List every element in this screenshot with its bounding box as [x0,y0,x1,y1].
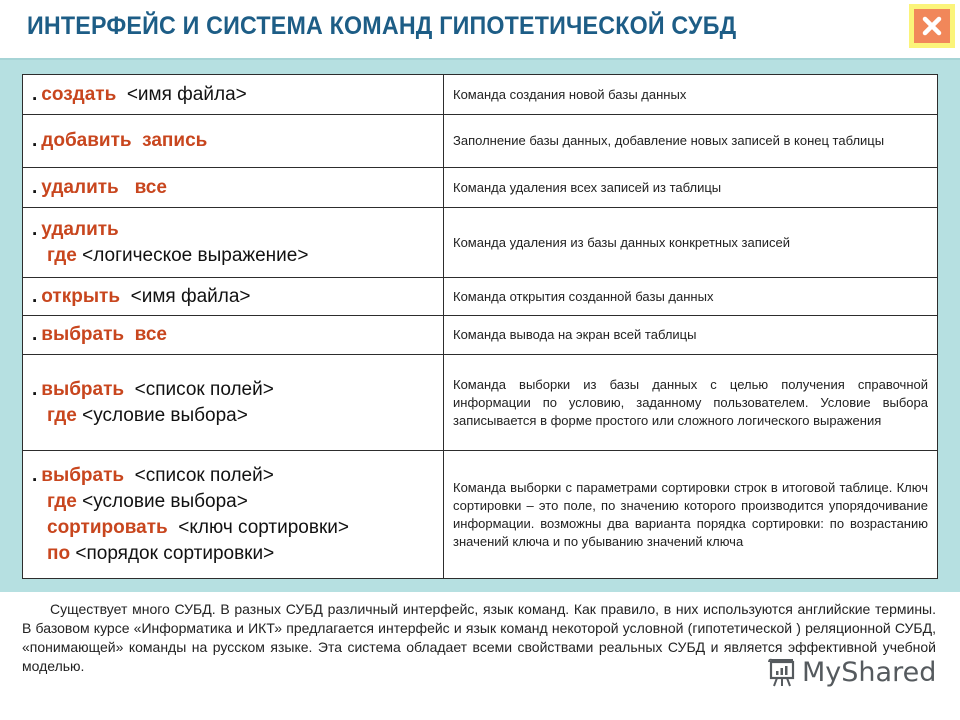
command-keyword: где [47,244,77,266]
page-title: ИНТЕРФЕЙС И СИСТЕМА КОМАНД ГИПОТЕТИЧЕСКОЙ СУБД [27,12,737,40]
command-line: . выбрать все [32,324,167,345]
table-row [23,168,938,208]
command-keyword: удалить все [41,176,167,198]
command-line: . удалить все [32,176,167,198]
command-line [32,489,443,515]
command-keyword: где [47,404,77,426]
commands-table [22,74,938,579]
command-keyword: добавить запись [41,130,208,151]
presentation-board-icon [766,658,796,688]
command-cell [23,316,444,355]
command-argument: <условие выбора> [82,490,248,512]
watermark [766,657,936,688]
command-argument: <ключ сортировки> [178,516,349,538]
command-cell [23,208,444,278]
close-x-icon [921,15,943,37]
title-bar [0,0,960,58]
table-row [23,208,938,278]
command-cell [23,115,444,168]
command-keyword: создать [41,83,117,105]
command-argument: <порядок сортировки> [75,542,275,564]
command-line [32,243,443,269]
command-keyword: удалить [41,218,119,240]
description-cell: Команда создания новой базы данных [444,75,938,115]
command-line: . выбрать <список полей> [32,464,274,486]
command-cell [23,278,444,316]
description-cell: Команда вывода на экран всей таблицы [444,316,938,355]
command-line [32,403,443,429]
table-row [23,355,938,451]
command-line [32,515,443,541]
command-argument: <имя файла> [126,83,247,105]
description-cell: Команда удаления из базы данных конкретных записей [444,208,938,278]
description-cell: Команда выборки с параметрами сортировки строк в итоговой таблице. Ключ сортировки – это поле, по значению которого производится упорядочивание информации. возможны два варианта порядка сортировки: по возрастанию значений ключа и по убыванию значений ключа [444,451,938,579]
command-line: . добавить запись [32,130,208,151]
command-line: . удалить [32,218,119,240]
command-line [32,541,443,567]
watermark-label: MyShared [802,657,937,688]
command-argument: <имя файла> [130,285,251,307]
close-button[interactable] [909,4,955,48]
command-argument: <список полей> [134,464,274,486]
command-line: . открыть <имя файла> [32,285,251,307]
description-cell: Команда открытия созданной базы данных [444,278,938,316]
command-keyword: открыть [41,285,121,307]
command-cell [23,168,444,208]
command-argument: <условие выбора> [82,404,248,426]
command-cell [23,75,444,115]
table-row [23,316,938,355]
command-keyword: выбрать [41,464,125,486]
description-cell: Заполнение базы данных, добавление новых записей в конец таблицы [444,115,938,168]
command-argument: <логическое выражение> [82,244,309,266]
footer-paragraph: Существует много СУБД. В разных СУБД различный интерфейс, язык команд. Как правило, в них используются английские термины. В базовом курсе «Информатика и ИКТ» предлагается интерфейс и язык команд некоторой условной (гипотетической ) реляционной СУБД, «понимающей» команды на русском языке. Эта система обладает всеми свойствами реальных СУБД и является эффективной учебной моделью. [22,601,936,674]
table-row [23,75,938,115]
command-keyword: где [47,490,77,512]
command-cell [23,451,444,579]
description-cell: Команда выборки из базы данных с целью получения справочной информации по условию, заданному пользователем. Условие выбора записывается в форме простого или сложного логического выражения [444,355,938,451]
command-cell [23,355,444,451]
description-cell: Команда удаления всех записей из таблицы [444,168,938,208]
table-row [23,451,938,579]
command-keyword: выбрать [41,378,125,400]
command-keyword: сортировать [47,516,168,538]
table-row [23,278,938,316]
content-panel [0,58,960,592]
table-row [23,115,938,168]
command-line: . создать <имя файла> [32,83,247,105]
command-keyword: выбрать все [41,324,167,345]
command-line: . выбрать <список полей> [32,378,274,400]
command-keyword: по [47,542,71,564]
command-argument: <список полей> [134,378,274,400]
